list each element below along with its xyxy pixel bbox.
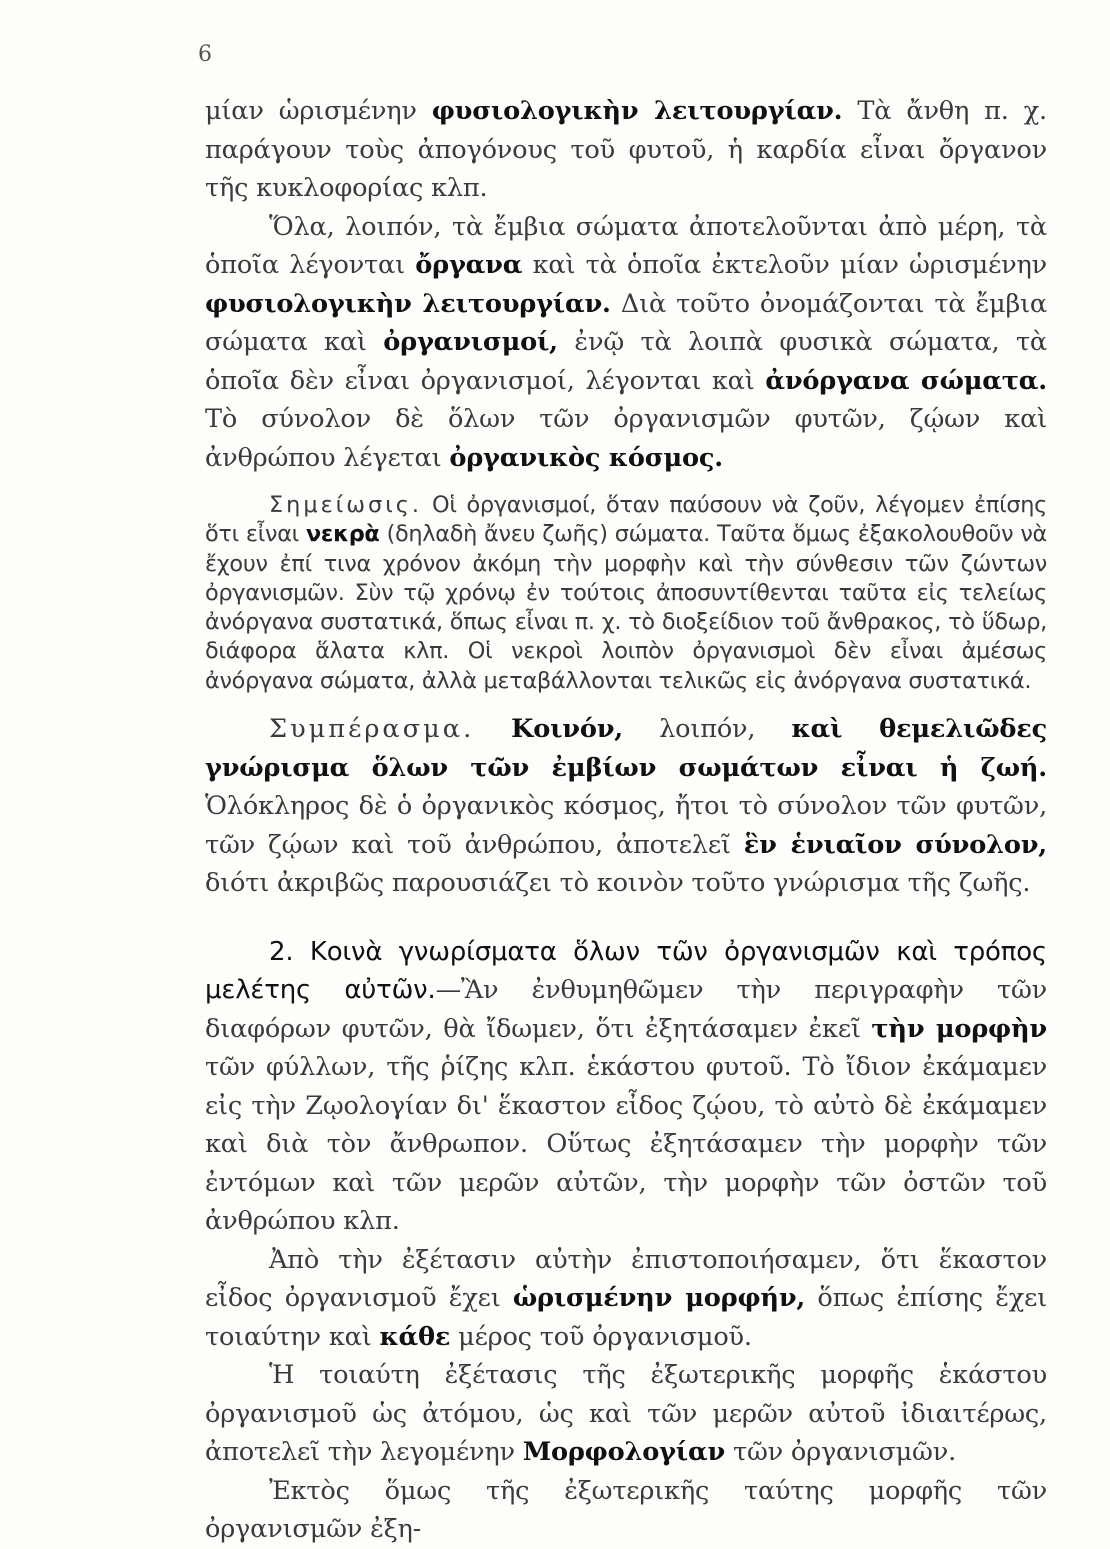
text-run: ἐνῷ τὰ λοιπὰ φυσικὰ σώματα, τὰ ὁποῖα δὲν εἶναι ὀργανισμοί, λέγονται καὶ <box>205 327 1047 396</box>
text-run: (δηλαδὴ ἄνευ ζωῆς) σώματα. Ταῦτα ὅμως ἐξακολουθοῦν νὰ ἔχουν ἐπί τινα χρόνον ἀκόμη τὴν μορφὴν καὶ τὴν σύνθεσιν τῶν ζώντων ὀργανισμῶν. Σὺν τῷ χρόνῳ ἐν τούτοις ἀποσυντίθενται ταῦτα εἰς τελείως ἀνόργανα συστατικά, ὅπως εἶναι π. χ. τὸ διοξείδιον τοῦ ἄνθρακος, τὸ ὕδωρ, διάφορα ἅλατα κλπ. Οἱ νεκροὶ λοιπὸν ὀργανισμοὶ δὲν εἶναι ἀμέσως ἀνόργανα σώματα, ἀλλὰ μεταβάλλονται τελικῶς εἰς ἀνόργανα συστατικά. <box>205 521 1048 694</box>
bold-term: φυσιολογικὴν λειτουργίαν. <box>205 288 611 319</box>
paragraph-intro <box>205 92 1047 208</box>
bold-term: νεκρὰ <box>305 521 380 548</box>
bold-term: ὡρισμένην μορφήν, <box>512 1283 806 1314</box>
text-run: τῶν ὀργανισμῶν. <box>725 1437 957 1468</box>
section-heading: 2. Κοινὰ γνωρίσματα ὅλων τῶν ὀργανισμῶν καὶ τρόπος μελέτης αὐτῶν. <box>205 936 1047 1006</box>
text-run: μέρος τοῦ ὀργανισμοῦ. <box>450 1321 752 1352</box>
bold-term: ἀνόργανα σώματα. <box>765 365 1047 396</box>
text-run: Ὅλα, λοιπόν, τὰ ἔμβια σώματα ἀποτελοῦνται ἀπὸ μέρη, τὰ ὁποῖα λέγονται <box>205 211 1047 280</box>
text-run: Ἐκτὸς ὅμως τῆς ἐξωτερικῆς ταύτης μορφῆς τῶν ὀργανισμῶν ἐξη- <box>205 1475 1047 1545</box>
text-run: Ὁλόκληρος δὲ ὁ ὀργανικὸς κόσμος, ἤτοι τὸ σύνολον τῶν φυτῶν, τῶν ζῴων καὶ τοῦ ἀνθρώπου, ἀποτελεῖ <box>205 791 1047 860</box>
page-body <box>205 92 1047 1549</box>
text-run: διότι ἀκριβῶς παρουσιάζει τὸ κοινὸν τοῦτο γνώρισμα τῆς ζωῆς. <box>205 868 1031 899</box>
paragraph-morphology <box>205 1356 1047 1472</box>
paragraph-organs <box>205 208 1047 478</box>
page-number: 6 <box>198 42 212 67</box>
bold-term: Κοινόν, <box>474 714 623 745</box>
text-run: καὶ τὰ ὁποῖα ἐκτελοῦν μίαν ὡρισμένην <box>522 250 1047 280</box>
text-run: Τὰ ἄνθη π. χ. παράγουν τοὺς ἀπογόνους τοῦ φυτοῦ, ἡ καρδία εἶναι ὄργανον τῆς κυκλοφορίας κλπ. <box>205 96 1047 203</box>
section-2-paragraph <box>205 933 1047 1241</box>
conclusion-label: Συμπέρασμα. <box>269 714 475 745</box>
paragraph-continued <box>205 1472 1047 1549</box>
bold-term: ἓν ἑνιαῖον σύνολον, <box>743 829 1047 860</box>
text-run: λοιπόν, <box>622 714 792 745</box>
text-run: Ἡ τοιαύτη ἐξέτασις τῆς ἐξωτερικῆς μορφῆς ἑκάστου ὀργανισμοῦ ὡς ἀτόμου, ὡς καὶ τῶν μερῶν αὐτοῦ ἰδιαιτέρως, ἀποτελεῖ τὴν λεγομένην <box>205 1360 1047 1468</box>
bold-term: κάθε <box>379 1321 451 1352</box>
text-run: Τὸ σύνολον δὲ ὅλων τῶν ὀργανισμῶν φυτῶν, ζῴων καὶ ἀνθρώπου λέγεται <box>205 404 1047 473</box>
text-run: μίαν ὡρισμένην <box>205 96 432 126</box>
bold-term: Μορφολογίαν <box>522 1437 726 1468</box>
note-label: Σημείωσις. <box>269 492 423 518</box>
text-run: Ἀπὸ τὴν ἐξέτασιν αὐτὴν ἐπιστοποιήσαμεν, ὅτι ἕκαστον εἶδος ὀργανισμοῦ ἔχει <box>205 1244 1047 1314</box>
bold-term: τὴν μορφὴν <box>871 1013 1047 1044</box>
text-run: Οἱ ὀργανισμοί, ὅταν παύσουν νὰ ζοῦν, λέγομεν ἐπίσης ὅτι εἶναι <box>205 492 1047 548</box>
bold-term: φυσιολογικὴν λειτουργίαν. <box>431 96 843 126</box>
conclusion-paragraph <box>205 710 1047 903</box>
text-run: τῶν φύλλων, τῆς ῥίζης κλπ. ἑκάστου φυτοῦ. Τὸ ἴδιον ἐκάμαμεν εἰς τὴν Ζῳολογίαν δι' ἕκαστον εἶδος ζῴου, τὸ αὐτὸ δὲ ἐκάμαμεν καὶ διὰ τὸν ἄνθρωπον. Οὕτως ἐξητάσαμεν τὴν μορφὴν τῶν ἐντόμων καὶ τῶν μερῶν αὐτῶν, τὴν μορφὴν τῶν ὀστῶν τοῦ ἀνθρώπου κλπ. <box>205 1052 1047 1237</box>
bold-term: ὀργανισμοί, <box>383 327 558 357</box>
text-run: —Ἂν ἐνθυμηθῶμεν τὴν περιγραφὴν τῶν διαφόρων φυτῶν, θὰ ἴδωμεν, ὅτι ἐξητάσαμεν ἐκεῖ <box>205 975 1048 1044</box>
bold-term: ὀργανικὸς κόσμος. <box>449 442 723 473</box>
bold-term: ὄργανα <box>415 250 523 280</box>
text-run: ὅπως ἐπίσης ἔχει τοιαύτην καὶ <box>205 1283 1047 1352</box>
paragraph-form <box>205 1241 1047 1357</box>
note-paragraph <box>205 491 1047 696</box>
text-run: Διὰ τοῦτο ὀνομάζονται τὰ ἔμβια σώματα καὶ <box>205 288 1047 357</box>
bold-term: καὶ θεμελιῶδες γνώρισμα ὅλων τῶν ἐμβίων σωμάτων εἶναι ἡ ζωή. <box>205 714 1047 783</box>
